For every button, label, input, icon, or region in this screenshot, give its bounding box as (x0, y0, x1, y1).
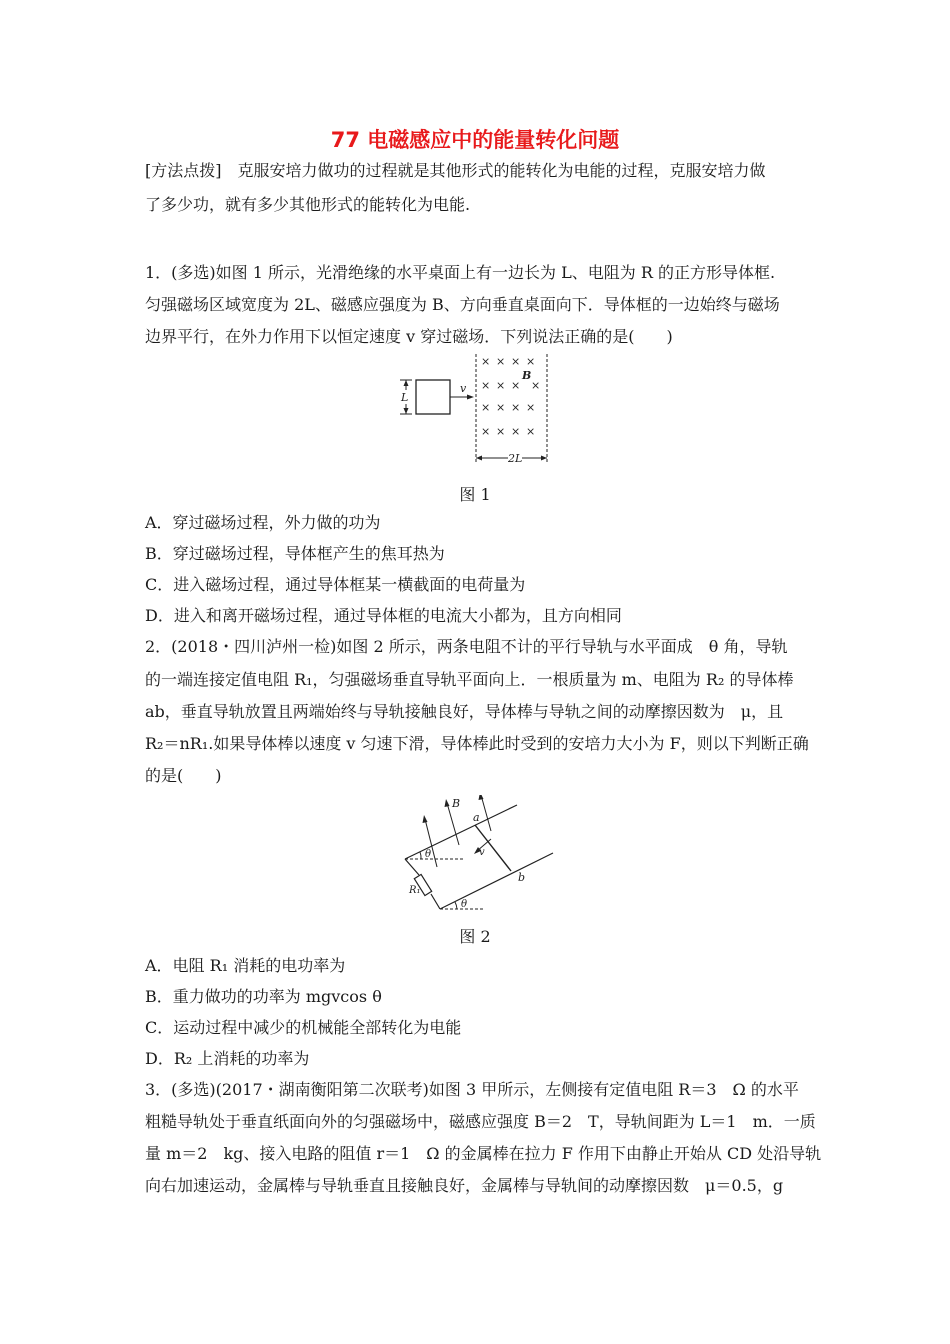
q2-option-c: C．运动过程中减少的机械能全部转化为电能 (145, 1018, 462, 1037)
figure-2 (395, 795, 560, 917)
q1-option-b: B．穿过磁场过程，导体框产生的焦耳热为 (145, 544, 445, 563)
q2-line-3: ab，垂直导轨放置且两端始终与导轨接触良好，导体棒与导轨之间的动摩擦因数为 μ，且 (145, 702, 784, 721)
label-v: v (479, 847, 485, 858)
svg-text:×: × (481, 379, 491, 392)
svg-text:×: × (526, 425, 536, 438)
q2-line-4: R₂＝nR₁.如果导体棒以速度 v 匀速下滑，导体棒此时受到的安培力大小为 F，则以下判断正确 (145, 734, 809, 753)
q1-option-c: C．进入磁场过程，通过导体框某一横截面的电荷量为 (145, 575, 526, 594)
q2-line-1: 2．(2018・四川泸州一检)如图 2 所示，两条电阻不计的平行导轨与水平面成 θ 角，导轨 (145, 637, 788, 656)
q1-line-2: 匀强磁场区域宽度为 2L、磁感应强度为 B、方向垂直桌面向下．导体框的一边始终与磁场 (145, 295, 780, 314)
svg-text:×: × (531, 379, 541, 392)
label-2L: 2L (508, 452, 523, 465)
svg-text:×: × (526, 355, 536, 368)
page-title: 77 电磁感应中的能量转化问题 (330, 128, 620, 152)
q3-line-4: 向右加速运动，金属棒与导轨垂直且接触良好，金属棒与导轨间的动摩擦因数 μ＝0.5，g (145, 1176, 784, 1195)
svg-text:×: × (511, 355, 521, 368)
figure-1 (390, 350, 560, 468)
q2-line-5: 的是( ) (145, 766, 222, 785)
intro-line-1: [方法点拨] 克服安培力做功的过程就是其他形式的能转化为电能的过程，克服安培力做 (145, 161, 766, 180)
label-a: a (473, 811, 480, 824)
q2-line-2: 的一端连接定值电阻 R₁，匀强磁场垂直导轨平面向上．一根质量为 m、电阻为 R₂ 的导体棒 (145, 670, 794, 689)
label-L: L (401, 391, 409, 404)
svg-text:×: × (481, 355, 491, 368)
label-R1: R₁ (409, 885, 421, 896)
svg-text:×: × (481, 401, 491, 414)
q1-option-d: D．进入和离开磁场过程，通过导体框的电流大小都为，且方向相同 (145, 606, 622, 625)
svg-text:×: × (496, 379, 506, 392)
label-theta-bottom: θ (461, 899, 468, 910)
svg-text:×: × (496, 425, 506, 438)
figure-2-caption: 图 2 (459, 927, 491, 946)
q3-line-2: 粗糙导轨处于垂直纸面向外的匀强磁场中，磁感应强度 B＝2 T，导轨间距为 L＝1 m．一质 (145, 1112, 816, 1131)
svg-text:×: × (511, 401, 521, 414)
label-theta-top: θ (425, 849, 432, 860)
intro-line-2: 了多少功，就有多少其他形式的能转化为电能. (145, 195, 471, 214)
q3-line-1: 3．(多选)(2017・湖南衡阳第二次联考)如图 3 甲所示，左侧接有定值电阻 R＝3 Ω 的水平 (145, 1080, 799, 1099)
svg-text:×: × (496, 401, 506, 414)
q3-line-3: 量 m＝2 kg、接入电路的阻值 r＝1 Ω 的金属棒在拉力 F 作用下由静止开始从 CD 处沿导轨 (145, 1144, 822, 1163)
q2-option-a: A．电阻 R₁ 消耗的电功率为 (145, 956, 346, 975)
q1-line-1: 1．(多选)如图 1 所示，光滑绝缘的水平桌面上有一边长为 L、电阻为 R 的正方形导体框. (145, 263, 776, 282)
label-v: v (460, 382, 467, 395)
q2-option-b: B．重力做功的功率为 mgvcos θ (145, 987, 382, 1006)
field-crosses (481, 355, 540, 438)
svg-text:×: × (496, 355, 506, 368)
svg-text:×: × (481, 425, 491, 438)
q1-option-a: A．穿过磁场过程，外力做的功为 (145, 513, 381, 532)
svg-text:×: × (511, 425, 521, 438)
label-B: B (522, 369, 532, 382)
figure-1-caption: 图 1 (459, 485, 491, 504)
label-B: B (452, 797, 461, 810)
q2-option-d: D．R₂ 上消耗的功率为 (145, 1049, 310, 1068)
square-frame (416, 380, 450, 414)
q1-line-3: 边界平行，在外力作用下以恒定速度 v 穿过磁场．下列说法正确的是( ) (145, 327, 673, 346)
svg-text:×: × (526, 401, 536, 414)
label-b: b (518, 871, 526, 884)
svg-text:×: × (511, 379, 521, 392)
